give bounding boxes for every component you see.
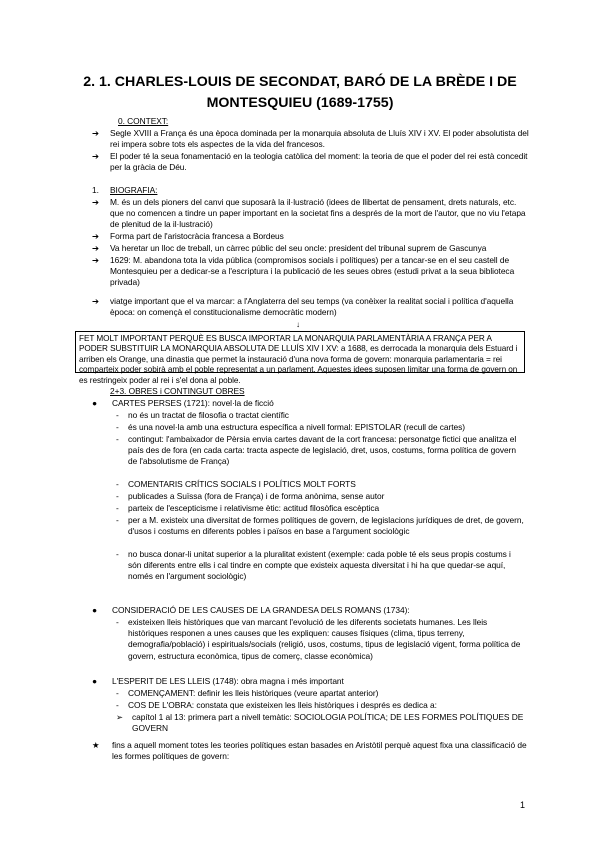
sub-item: - existeixen lleis històriques que van marcant l'evolució de les diferents societats humanes. Les lleis històriques responen a unes causes que les expliquen: causes físiques (clima, tipus terreny, demografia/població) i espirituals/socials (religió, usos, costums, tipus de legislació vigent, forma política de govern, estructura econòmica, tipus de comerç, classe econòmica) <box>116 617 521 661</box>
arrow-bullet-icon: ➔ <box>92 243 99 253</box>
arrow-bullet-icon: ➔ <box>92 255 99 265</box>
context-item-text: Segle XVIII a França és una època dominada per la monarquia absoluta de Lluís XIV i XV. El poder absolutista del rei impera sobre tots els aspectes de la vida del francesos. <box>110 128 529 150</box>
sub-item: - contingut: l'ambaixador de Pèrsia envia cartes davant de la cort francesa: personatge fictici que analitza el país des de fora (en cada carta: tracta aspecte de legislació, dret, usos, costums, forma política de govern de l'absolutisme de França) <box>116 434 517 467</box>
biografia-item-text: Va heretar un lloc de treball, un càrrec públic del seu oncle: president del tribunal suprem de Gascunya <box>110 243 487 253</box>
bullet-dot-icon: ● <box>92 398 98 408</box>
dash-icon: - <box>116 617 119 627</box>
dash-icon: - <box>116 549 119 559</box>
sub-item: - no és un tractat de filosofia o tractat científic <box>116 410 289 420</box>
sub-item: - publicades a Suïssa (fora de França) i de forma anònima, sense autor <box>116 491 385 501</box>
dash-icon: - <box>116 515 119 525</box>
dash-icon: - <box>116 491 119 501</box>
sub-item: - COMENÇAMENT: definir les lleis històriques (veure apartat anterior) <box>116 688 379 698</box>
arrowhead-bullet-icon: ➢ <box>116 712 123 722</box>
bullet-dot-icon: ● <box>92 605 98 615</box>
arrow-bullet-icon: ➔ <box>92 128 99 138</box>
sub-item: ➢ capítol 1 al 13: primera part a nivell temàtic: SOCIOLOGIA POLÍTICA; DE LES FORMES POLÍTIQUES DE GOVERN <box>116 712 524 734</box>
arrow-bullet-icon: ➔ <box>92 296 99 306</box>
dash-icon: - <box>116 479 119 489</box>
dash-icon: - <box>116 503 119 513</box>
highlight-box <box>75 331 525 385</box>
sub-item: - parteix de l'escepticisme i relativisme ètic: actitud filosòfica escèptica <box>116 503 380 513</box>
biografia-number: 1. <box>92 185 99 195</box>
esperit-label: L'ESPERIT DE LES LLEIS (1748): obra magna i més important <box>112 676 344 686</box>
page-number: 1 <box>520 800 526 810</box>
context-item-text: El poder té la seua fonamentació en la teologia catòlica del moment: la teoria de que el poder del rei està concedit per la gràcia de Déu. <box>110 151 528 173</box>
dash-icon: - <box>116 422 119 432</box>
highlight-box-text: FET MOLT IMPORTANT PERQUÈ ES BUSCA IMPORTAR LA MONARQUIA PARLAMENTÀRIA A FRANÇA PER A PODER SUBSTITUIR LA MONARQUIA ABSOLUTA DE LLUÍS XIV I XV: a 1688, es derrocada la monarquia dels Estuard i arriben els Orange, una dinastia que permet la instauració d'una nova forma de govern: monarquia parlamentaria = rei comparteix poder sobirà amb el poble representat a un parlament. Aquestes idees suposen limitar una forma de govern on es restringeix poder al rei i s'el dona al poble. <box>79 334 518 385</box>
dash-icon: - <box>116 434 119 444</box>
final-text: fins a aquell moment totes les teories polítiques estan basades en Aristòtil perquè aquest fixa una classificació de les formes polítiques de govern: <box>112 740 527 762</box>
arrow-bullet-icon: ➔ <box>92 231 99 241</box>
arrow-bullet-icon: ➔ <box>92 151 99 161</box>
dash-icon: - <box>116 700 119 710</box>
sub-item: - COS DE L'OBRA: constata que existeixen les lleis històriques i després es dedica a: <box>116 700 437 710</box>
arrow-bullet-icon: ➔ <box>92 197 99 207</box>
star-bullet-icon: ★ <box>92 740 100 750</box>
sub-item: - no busca donar-li unitat superior a la pluralitat existent (exemple: cada poble té els seus propis costums i són diferents entre ells i cal tindre en compte que existeix aquesta diversitat i hi ha que quedar-se aquí, només en l'argument sociològic) <box>116 549 511 582</box>
sub-item: - és una novel·la amb una estructura específica a nivell formal: EPISTOLAR (recull de cartes) <box>116 422 465 432</box>
down-arrow-icon: ↓ <box>296 320 300 329</box>
dash-icon: - <box>116 688 119 698</box>
biografia-item-text: viatge important que el va marcar: a l'Anglaterra del seu temps (va conèixer la realitat social i política d'aquella època: on començà el constitucionalisme democràtic modern) <box>110 296 514 318</box>
biografia-item-text: 1629: M. abandona tota la vida pública (compromisos socials i polítiques) per a tancar-se en el seu castell de Montesquieu per a dedicar-se a l'escriptura i la publicació de les seues obres (estudi privat a la seua biblioteca privada) <box>110 255 515 288</box>
sub-item: - COMENTARIS CRÍTICS SOCIALS I POLÍTICS MOLT FORTS <box>116 479 356 489</box>
biografia-item-text: M. és un dels pioners del canvi que suposarà la il·lustració (idees de llibertat de pensament, drets naturals, etc. que no comencen a tindre un paper important en la societat fins a després de la mort de l'autor, que no viu l'etapa de plenitud de la il·lustració) <box>110 197 526 230</box>
sub-item: - per a M. existeix una diversitat de formes polítiques de govern, de legislacions jurídiques de dret, de govern, d'usos i costums en diferents pobles i països en base a l'argument sociològic <box>116 515 524 537</box>
context-heading: 0. CONTEXT: <box>118 116 169 126</box>
page-title: 2. 1. CHARLES-LOUIS DE SECONDAT, BARÓ DE LA BRÈDE I DE MONTESQUIEU (1689-1755) <box>83 74 517 111</box>
bullet-dot-icon: ● <box>92 676 98 686</box>
consideracio-label: CONSIDERACIÓ DE LES CAUSES DE LA GRANDESA DELS ROMANS (1734): <box>112 605 410 615</box>
obres-heading: 2+3. OBRES i CONTINGUT OBRES <box>110 386 245 396</box>
cartes-label: CARTES PERSES (1721): novel·la de ficció <box>112 398 274 408</box>
biografia-heading: BIOGRAFIA: <box>110 185 158 195</box>
dash-icon: - <box>116 410 119 420</box>
biografia-item-text: Forma part de l'aristocràcia francesa a Bordeus <box>110 231 284 241</box>
